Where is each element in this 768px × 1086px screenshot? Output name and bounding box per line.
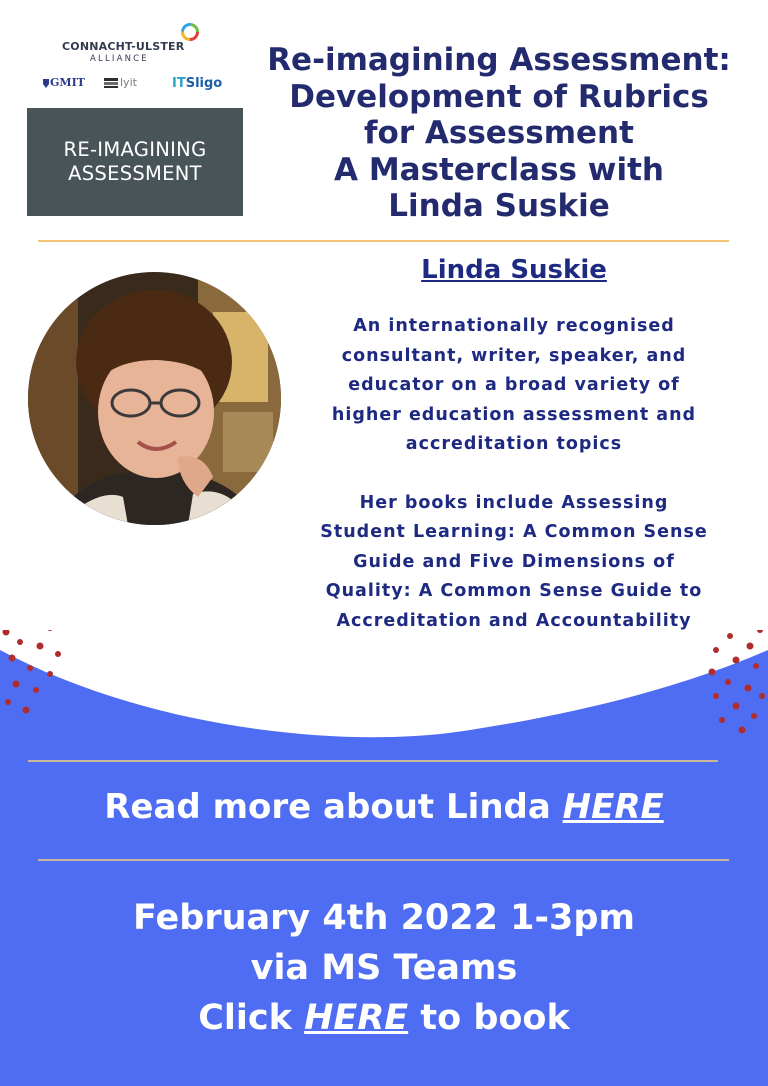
event-date: February 4th 2022 1-3pm <box>133 898 635 938</box>
divider-top <box>38 240 729 242</box>
bio-line: An internationally recognised <box>353 316 675 336</box>
bio-line: Quality: A Common Sense Guide to <box>325 581 703 601</box>
itsligo-logo: ITSligo <box>172 76 223 91</box>
alliance-ring-icon <box>180 22 200 42</box>
bio-line: Accreditation and Accountability <box>336 610 692 631</box>
bio-line: educator on a broad variety of <box>348 375 680 395</box>
divider-middle <box>28 760 718 762</box>
brand-line-2: ASSESSMENT <box>68 162 202 185</box>
read-more-link[interactable]: HERE <box>562 787 664 827</box>
divider-lower <box>38 859 729 861</box>
bio-line: consultant, writer, speaker, and <box>341 345 687 366</box>
event-title <box>250 42 748 225</box>
event-details <box>0 893 768 1043</box>
speaker-name: Linda Suskie <box>421 255 607 285</box>
title-line: Re-imagining Assessment: <box>267 42 731 78</box>
lyit-logo: lyit <box>120 76 137 89</box>
brand-line-1: RE-IMAGINING <box>63 138 207 161</box>
read-more-line <box>0 787 768 827</box>
portrait-image <box>28 272 281 525</box>
title-line: Linda Suskie <box>388 188 610 224</box>
event-platform: via MS Teams <box>250 948 518 988</box>
gmit-crest-icon <box>42 77 50 89</box>
book-link[interactable]: HERE <box>304 998 409 1038</box>
gmit-logo: GMIT <box>50 76 85 89</box>
speaker-photo <box>28 272 281 525</box>
bio-line: Guide and Five Dimensions of <box>353 551 675 572</box>
title-line: Development of Rubrics <box>289 78 709 115</box>
bio-line: Her books include Assessing <box>359 492 669 513</box>
alliance-logo <box>50 20 230 100</box>
bio-gap <box>290 460 738 489</box>
bio-line: higher education assessment and <box>331 404 697 425</box>
speaker-bio <box>290 312 738 636</box>
brand-logo-box <box>27 108 243 216</box>
booking-line: Click HERE to book <box>198 998 570 1038</box>
title-line: A Masterclass with <box>334 151 664 188</box>
bio-line: Student Learning: A Common Sense <box>320 522 708 542</box>
lyit-mark-icon <box>104 78 118 88</box>
alliance-sub: ALLIANCE <box>90 54 149 64</box>
alliance-name: CONNACHT-ULSTER <box>62 40 185 53</box>
bio-line: accreditation topics <box>405 434 623 454</box>
read-more-text: Read more about Linda <box>104 787 563 827</box>
title-line: for Assessment <box>364 115 634 151</box>
